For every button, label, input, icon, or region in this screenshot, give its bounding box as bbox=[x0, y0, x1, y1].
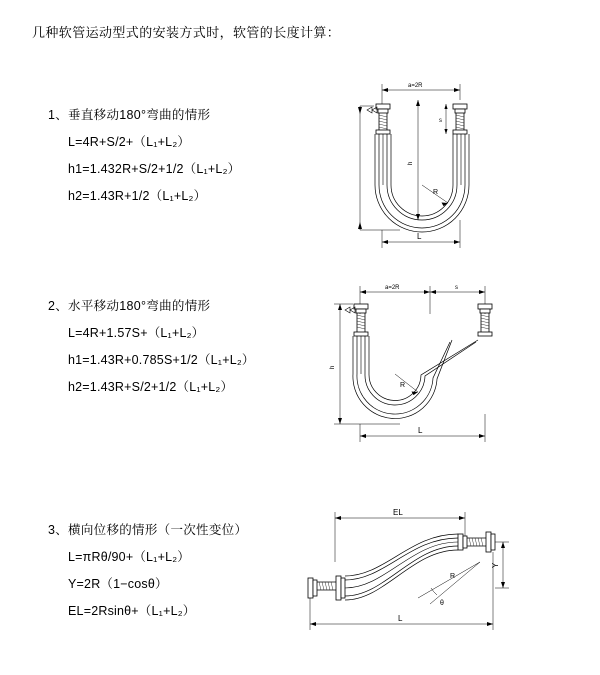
figure-3-label-angle: θ bbox=[440, 600, 444, 607]
section-1-formula-2: h1=1.432R+S/2+1/2（L₁+L₂） bbox=[68, 162, 241, 176]
section-3-title: 3、横向位移的情形（一次性变位） bbox=[48, 523, 248, 537]
section-2-text bbox=[48, 296, 308, 395]
section-2-formula-3: h2=1.43R+S/2+1/2（L₁+L₂） bbox=[68, 380, 234, 394]
figure-3-svg bbox=[290, 500, 550, 640]
figure-2-label-radius: R bbox=[400, 382, 406, 389]
figure-3-label-side: Y bbox=[491, 562, 500, 568]
figure-3-label-bottom: L bbox=[398, 614, 403, 623]
section-3-text bbox=[48, 520, 308, 619]
figure-2-label-bottom: L bbox=[418, 426, 423, 435]
section-2-formula-1: L=4R+1.57S+（L₁+L₂） bbox=[68, 326, 205, 340]
figure-1-svg bbox=[300, 70, 550, 270]
section-3-formula-2: Y=2R（1−cosθ） bbox=[68, 577, 168, 591]
page-title: 几种软管运动型式的安装方式时，软管的长度计算： bbox=[32, 25, 341, 40]
figure-2-label-top: a=2R bbox=[385, 285, 400, 291]
section-1-text bbox=[48, 105, 308, 204]
section-2-title: 2、水平移动180°弯曲的情形 bbox=[48, 299, 211, 313]
section-3-formula-1: L=πRθ/90+（L₁+L₂） bbox=[68, 550, 191, 564]
section-3-formula-3: EL=2Rsinθ+（L₁+L₂） bbox=[68, 604, 196, 618]
figure-2-label-side: h bbox=[330, 365, 336, 369]
figure-2-label-top2: s bbox=[455, 285, 458, 291]
section-1-formula-1: L=4R+S/2+（L₁+L₂） bbox=[68, 135, 191, 149]
figure-horizontal-180 bbox=[300, 274, 550, 474]
section-1-title: 1、垂直移动180°弯曲的情形 bbox=[48, 108, 211, 122]
figure-1-label-inner: s bbox=[439, 118, 442, 124]
section-1-formula-3: h2=1.43R+1/2（L₁+L₂） bbox=[68, 189, 207, 203]
figure-3-label-top: EL bbox=[393, 508, 403, 517]
figure-1-label-side: h bbox=[408, 161, 414, 165]
figure-1-label-radius: R bbox=[433, 189, 439, 196]
figure-2-svg bbox=[300, 274, 550, 474]
figure-1-label-top: a=2R bbox=[408, 83, 423, 89]
section-2-formula-2: h1=1.43R+0.785S+1/2（L₁+L₂） bbox=[68, 353, 255, 367]
figure-vertical-180 bbox=[300, 70, 550, 270]
figure-3-label-radius: R bbox=[450, 573, 456, 580]
figure-1-label-bottom: L bbox=[417, 232, 422, 241]
figure-lateral-offset bbox=[290, 500, 550, 640]
